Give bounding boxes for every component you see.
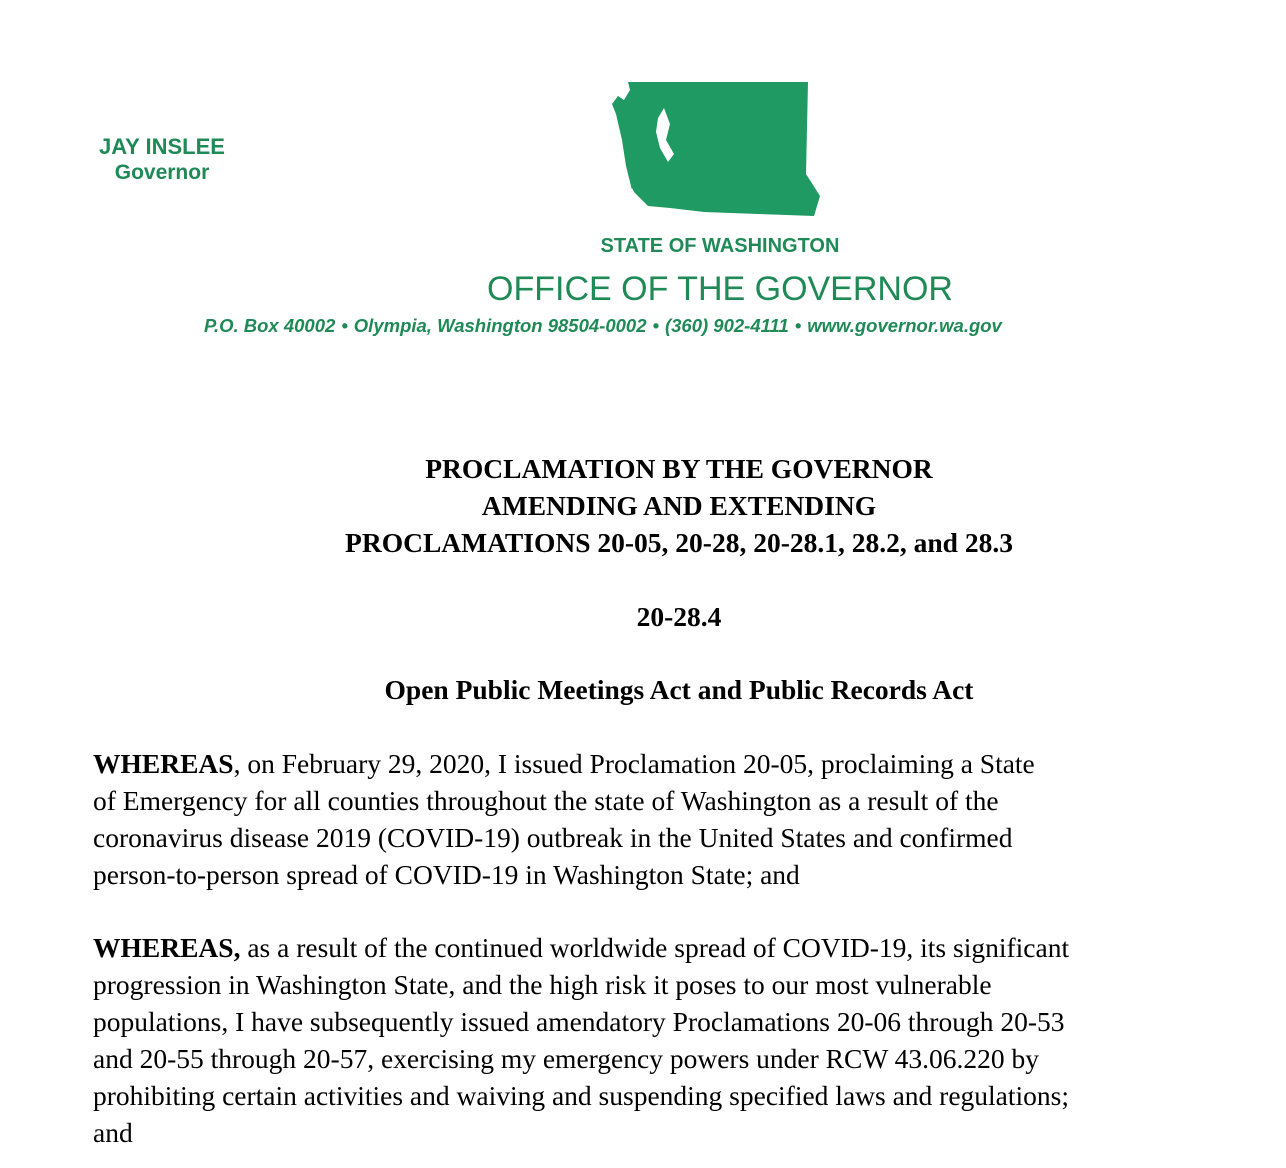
whereas-lead: WHEREAS [93, 748, 234, 779]
phone-number: (360) 902-4111 [664, 315, 789, 336]
governor-title: Governor [114, 161, 210, 184]
paragraph-line [93, 745, 1243, 782]
heading-line: PROCLAMATION BY THE GOVERNOR [425, 453, 933, 484]
address-separator: • [794, 315, 802, 336]
proclamation-heading [0, 450, 1286, 561]
washington-state-map-icon [608, 78, 824, 222]
whereas-paragraph [93, 745, 1243, 893]
paragraph-line: and [93, 1117, 133, 1148]
paragraph-line: of Emergency for all counties throughout the state of Washington as a result of the [93, 785, 999, 816]
paragraph-line: populations, I have subsequently issued amendatory Proclamations 20-06 through 20-53 [93, 1006, 1065, 1037]
whereas-lead: WHEREAS, [93, 932, 241, 963]
proclamation-subject: Open Public Meetings Act and Public Records Act [384, 674, 974, 705]
address-separator: • [652, 315, 659, 336]
letterhead [0, 0, 1286, 360]
proclamation-number: 20-28.4 [636, 601, 722, 632]
city-address: Olympia, Washington 98504-0002 [353, 315, 647, 336]
paragraph-line: progression in Washington State, and the high risk it poses to our most vulnerable [93, 969, 992, 1000]
address-line [204, 313, 1244, 339]
governor-name: JAY INSLEE [99, 134, 225, 159]
state-label: STATE OF WASHINGTON [600, 235, 840, 257]
office-label: OFFICE OF THE GOVERNOR [487, 270, 953, 308]
po-box: P.O. Box 40002 [204, 315, 336, 336]
address-separator: • [341, 315, 348, 336]
paragraph-text: , on February 29, 2020, I issued Proclamation 20-05, proclaiming a State [233, 748, 1035, 779]
paragraph-line: person-to-person spread of COVID-19 in Washington State; and [93, 859, 800, 890]
paragraph-line: prohibiting certain activities and waiving and suspending specified laws and regulations; [93, 1080, 1070, 1111]
paragraph-line: and 20-55 through 20-57, exercising my emergency powers under RCW 43.06.220 by [93, 1043, 1040, 1074]
website-link[interactable]: www.governor.wa.gov [807, 315, 1002, 336]
whereas-paragraph [93, 929, 1243, 1151]
paragraph-text: as a result of the continued worldwide spread of COVID-19, its significant [240, 932, 1070, 963]
heading-line: PROCLAMATIONS 20-05, 20-28, 20-28.1, 28.2, and 28.3 [345, 527, 1013, 558]
paragraph-line: coronavirus disease 2019 (COVID-19) outbreak in the United States and confirmed [93, 822, 1013, 853]
paragraph-line [93, 929, 1243, 966]
heading-line: AMENDING AND EXTENDING [481, 490, 877, 521]
